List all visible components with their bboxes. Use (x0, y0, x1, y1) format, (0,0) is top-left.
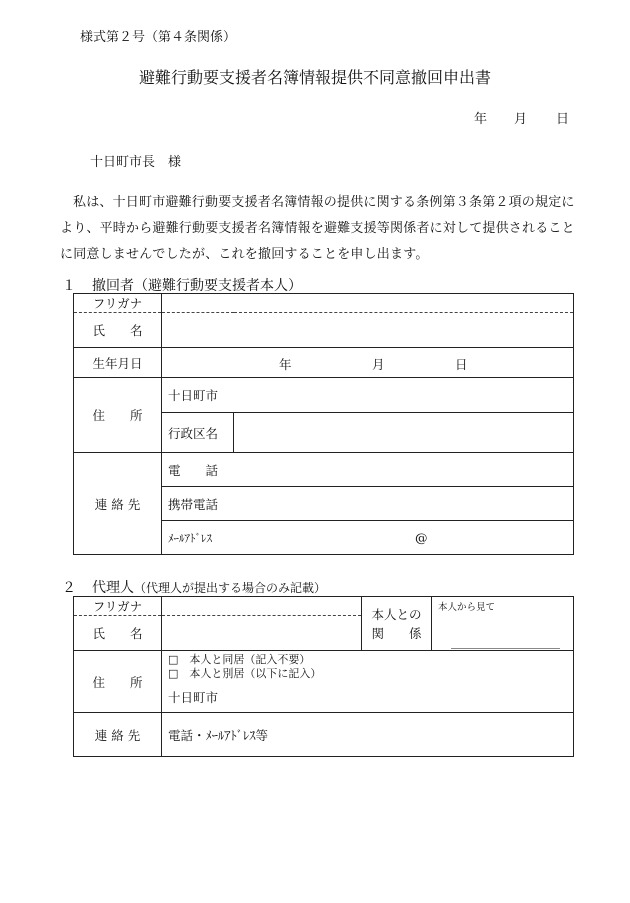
section2-note: （代理人が提出する場合のみ記載） (134, 581, 327, 595)
section1-number: １ (62, 278, 76, 294)
s1-phone-label: 電 話 (168, 462, 219, 478)
form-number: 様式第２号（第４条関係） (80, 30, 237, 45)
s1-birth-day: 日 (455, 357, 468, 372)
s1-name-label: 氏 名 (74, 313, 162, 348)
section2-number: ２ (62, 580, 76, 596)
section1-heading (62, 275, 302, 295)
s2-address-field[interactable] (162, 651, 574, 713)
date-day: 日 (556, 112, 570, 127)
s2-relation-label-2: 関 係 (371, 625, 422, 641)
s2-option-separate[interactable]: □ 本人と別居（以下に記入） (168, 667, 322, 680)
section2-heading (62, 577, 326, 597)
s1-birth-year: 年 (279, 357, 292, 372)
s1-district-field[interactable] (234, 413, 574, 453)
s2-contact-value: 電話・ﾒｰﾙｱﾄﾞﾚｽ等 (168, 727, 269, 743)
s2-contact-label: 連 絡 先 (74, 713, 162, 757)
s2-relation-label (362, 597, 432, 651)
s2-furigana-label: フリガナ (74, 597, 162, 616)
s2-address-city: 十日町市 (168, 690, 219, 705)
s1-name-field[interactable] (162, 313, 574, 348)
s2-address-label: 住 所 (74, 651, 162, 713)
s1-address-city: 十日町市 (162, 378, 574, 413)
s2-option-same[interactable]: □ 本人と同居（記入不要） (168, 653, 311, 666)
s2-relation-note: 本人から見て (438, 602, 496, 613)
section2-title: 代理人 (92, 580, 134, 596)
s1-mobile-row[interactable] (162, 487, 574, 521)
s1-email-row[interactable] (162, 521, 574, 555)
s2-furigana-field[interactable] (162, 597, 362, 616)
addressee: 十日町市長 様 (90, 155, 182, 170)
section2-table (73, 596, 574, 757)
s2-relation-field[interactable] (432, 597, 574, 651)
s1-email-label: ﾒｰﾙｱﾄﾞﾚｽ (168, 531, 212, 545)
s1-at-mark: @ (415, 530, 428, 545)
s1-contact-label: 連 絡 先 (74, 453, 162, 555)
s2-contact-field[interactable] (162, 713, 574, 757)
document-title: 避難行動要支援者名簿情報提供不同意撤回申出書 (138, 68, 491, 87)
s1-birthdate-field[interactable] (162, 348, 574, 378)
section1-table (73, 293, 574, 555)
declaration-text: 私は、十日町市避難行動要支援者名簿情報の提供に関する条例第３条第２項の規定により、平時から避難行動要支援者名簿情報を避難支援等関係者に対して提供されることに同意しませんでしたが、これを撤回することを申し出ます。 (60, 195, 575, 262)
date-month: 月 (514, 112, 528, 127)
s1-birth-month: 月 (372, 357, 385, 372)
s1-mobile-label: 携帯電話 (168, 496, 219, 512)
s1-furigana-label: フリガナ (74, 294, 162, 313)
s1-phone-row[interactable] (162, 453, 574, 487)
s2-name-label: 氏 名 (74, 616, 162, 651)
s1-district-label: 行政区名 (162, 413, 234, 453)
s2-name-field[interactable] (162, 616, 362, 651)
s1-address-label: 住 所 (74, 378, 162, 453)
s2-relation-label-1: 本人との (371, 606, 422, 622)
s1-birthdate-label: 生年月日 (74, 348, 162, 378)
s1-furigana-field[interactable] (162, 294, 574, 313)
date-year: 年 (474, 112, 488, 127)
section1-title: 撤回者（避難行動要支援者本人） (92, 278, 302, 294)
relation-underline (451, 648, 560, 649)
